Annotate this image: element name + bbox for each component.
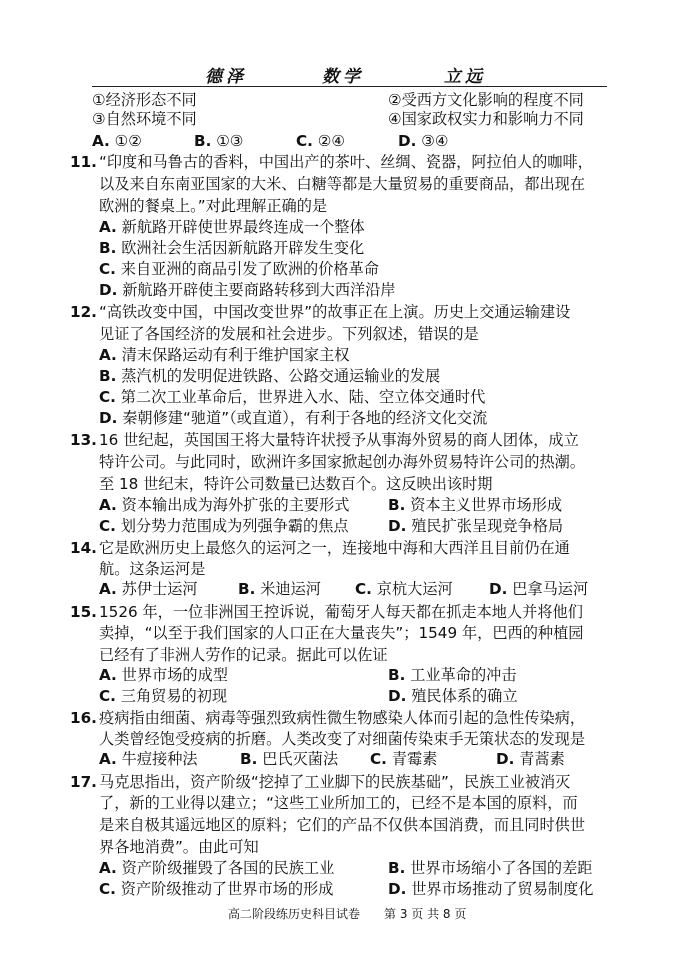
q15-option-d[interactable]: D. 殖民体系的确立 (388, 687, 518, 705)
q10-option-c[interactable]: C. ②④ (296, 132, 345, 150)
q10-item-3: ③自然环境不同 (92, 110, 197, 128)
q10-option-a[interactable]: A. ①② (92, 132, 142, 150)
q14-number: 14. (70, 539, 97, 557)
q17-option-c[interactable]: C. 资产阶级推动了世界市场的形成 (99, 880, 334, 898)
q11-option-b[interactable]: B. 欧洲社会生活因新航路开辟发生变化 (99, 239, 365, 257)
q10-item-1: ①经济形态不同 (92, 91, 197, 109)
header-left: 德泽 (205, 67, 247, 87)
header-right: 立远 (444, 67, 486, 87)
q16-number: 16. (70, 709, 97, 727)
q13-number: 13. (70, 431, 97, 449)
q11-stem-line: 欧洲的餐桌上。”对此理解正确的是 (99, 197, 328, 215)
q17-option-a[interactable]: A. 资产阶级摧毁了各国的民族工业 (99, 859, 335, 877)
q17-stem-line: 界各地消费”。由此可知 (99, 838, 259, 856)
q16-stem-line: 疫病指由细菌、病毒等强烈致病性微生物感染人体而引起的急性传染病， (99, 709, 585, 727)
q10-option-d[interactable]: D. ③④ (398, 132, 449, 150)
header-rule (92, 86, 607, 87)
q14-stem-line: 航。这条运河是 (99, 560, 206, 578)
q16-option-b[interactable]: B. 巴氏灭菌法 (240, 750, 339, 768)
q15-option-a[interactable]: A. 世界市场的成型 (99, 666, 228, 684)
q12-option-c[interactable]: C. 第二次工业革命后，世界进入水、陆、空立体交通时代 (99, 388, 486, 406)
q11-option-c[interactable]: C. 来自亚洲的商品引发了欧洲的价格革命 (99, 260, 379, 278)
q17-number: 17. (70, 773, 97, 791)
q10-item-2: ②受西方文化影响的程度不同 (388, 91, 584, 109)
q12-stem-line: 见证了各国经济的发展和社会进步。下列叙述，错误的是 (99, 325, 479, 343)
q11-number: 11. (70, 153, 97, 171)
q14-option-d[interactable]: D. 巴拿马运河 (489, 580, 589, 598)
q11-stem-line: “印度和马鲁古的香料，中国出产的茶叶、丝绸、瓷器，阿拉伯人的咖啡， (99, 153, 593, 171)
q11-stem-line: 以及来自东南亚国家的大米、白糖等都是大量贸易的重要商品，都出现在 (99, 175, 585, 193)
q17-stem-line: 了，新的工业得以建立；“这些工业所加工的，已经不是本国的原料，而 (99, 794, 578, 812)
q11-option-d[interactable]: D. 新航路开辟使主要商路转移到大西洋沿岸 (99, 281, 396, 299)
q13-stem-line: 16 世纪起，英国国王将大量特许状授予从事海外贸易的商人团体，成立 (99, 431, 579, 449)
q17-stem-line: 马克思指出，资产阶级“挖掉了工业脚下的民族基础”，民族工业被消灭 (99, 773, 571, 791)
footer-title: 高二阶段练历史科目试卷 (228, 907, 361, 921)
q16-option-d[interactable]: D. 青蒿素 (496, 750, 565, 768)
q14-stem-line: 它是欧洲历史上最悠久的运河之一，连接地中海和大西洋且目前仍在通 (99, 539, 570, 557)
q17-option-b[interactable]: B. 世界市场缩小了各国的差距 (388, 859, 593, 877)
q15-option-c[interactable]: C. 三角贸易的初现 (99, 687, 228, 705)
q17-option-d[interactable]: D. 世界市场推动了贸易制度化 (388, 880, 594, 898)
page-number: 第 3 页 共 8 页 (384, 907, 467, 921)
q14-option-b[interactable]: B. 米迪运河 (238, 580, 321, 598)
q16-stem-line: 人类曾经饱受疫病的折磨。人类改变了对细菌传染束手无策状态的发现是 (99, 730, 585, 748)
q10-option-b[interactable]: B. ①③ (194, 132, 244, 150)
q13-option-b[interactable]: B. 资本主义世界市场形成 (388, 496, 563, 514)
q12-option-b[interactable]: B. 蒸汽机的发明促进铁路、公路交通运输业的发展 (99, 367, 441, 385)
q15-stem-line: 卖掉，“以至于我们国家的人口正在大量丧失”；1549 年，巴西的种植园 (99, 624, 584, 642)
q12-number: 12. (70, 303, 97, 321)
q13-stem-line: 至 18 世纪末，特许公司数量已达数百个。这反映出该时期 (99, 475, 493, 493)
q12-option-d[interactable]: D. 秦朝修建“驰道”（或直道），有利于各地的经济文化交流 (99, 409, 488, 427)
q14-option-a[interactable]: A. 苏伊士运河 (99, 580, 198, 598)
q14-option-c[interactable]: C. 京杭大运河 (355, 580, 453, 598)
q17-stem-line: 是来自极其遥远地区的原料；它们的产品不仅供本国消费，而且同时供世 (99, 816, 585, 834)
q12-option-a[interactable]: A. 清末保路运动有利于维护国家主权 (99, 346, 350, 364)
q13-option-c[interactable]: C. 划分势力范围成为列强争霸的焦点 (99, 517, 349, 535)
q16-option-a[interactable]: A. 牛痘接种法 (99, 750, 198, 768)
q15-stem-line: 已经有了非洲人劳作的记录。据此可以佐证 (99, 646, 388, 664)
q13-option-a[interactable]: A. 资本输出成为海外扩张的主要形式 (99, 496, 350, 514)
q13-stem-line: 特许公司。与此同时，欧洲许多国家掀起创办海外贸易特许公司的热潮。 (99, 453, 585, 471)
q15-option-b[interactable]: B. 工业革命的冲击 (388, 666, 517, 684)
q13-option-d[interactable]: D. 殖民扩张呈现竞争格局 (388, 517, 564, 535)
q16-option-c[interactable]: C. 青霉素 (370, 750, 438, 768)
q12-stem-line: “高铁改变中国，中国改变世界”的故事正在上演。历史上交通运输建设 (99, 303, 571, 321)
q15-stem-line: 1526 年，一位非洲国王控诉说，葡萄牙人每天都在抓走本地人并将他们 (99, 603, 583, 621)
q10-item-4: ④国家政权实力和影响力不同 (388, 110, 584, 128)
q15-number: 15. (70, 603, 97, 621)
q11-option-a[interactable]: A. 新航路开辟使世界最终连成一个整体 (99, 218, 365, 236)
header-middle: 数学 (322, 67, 364, 87)
